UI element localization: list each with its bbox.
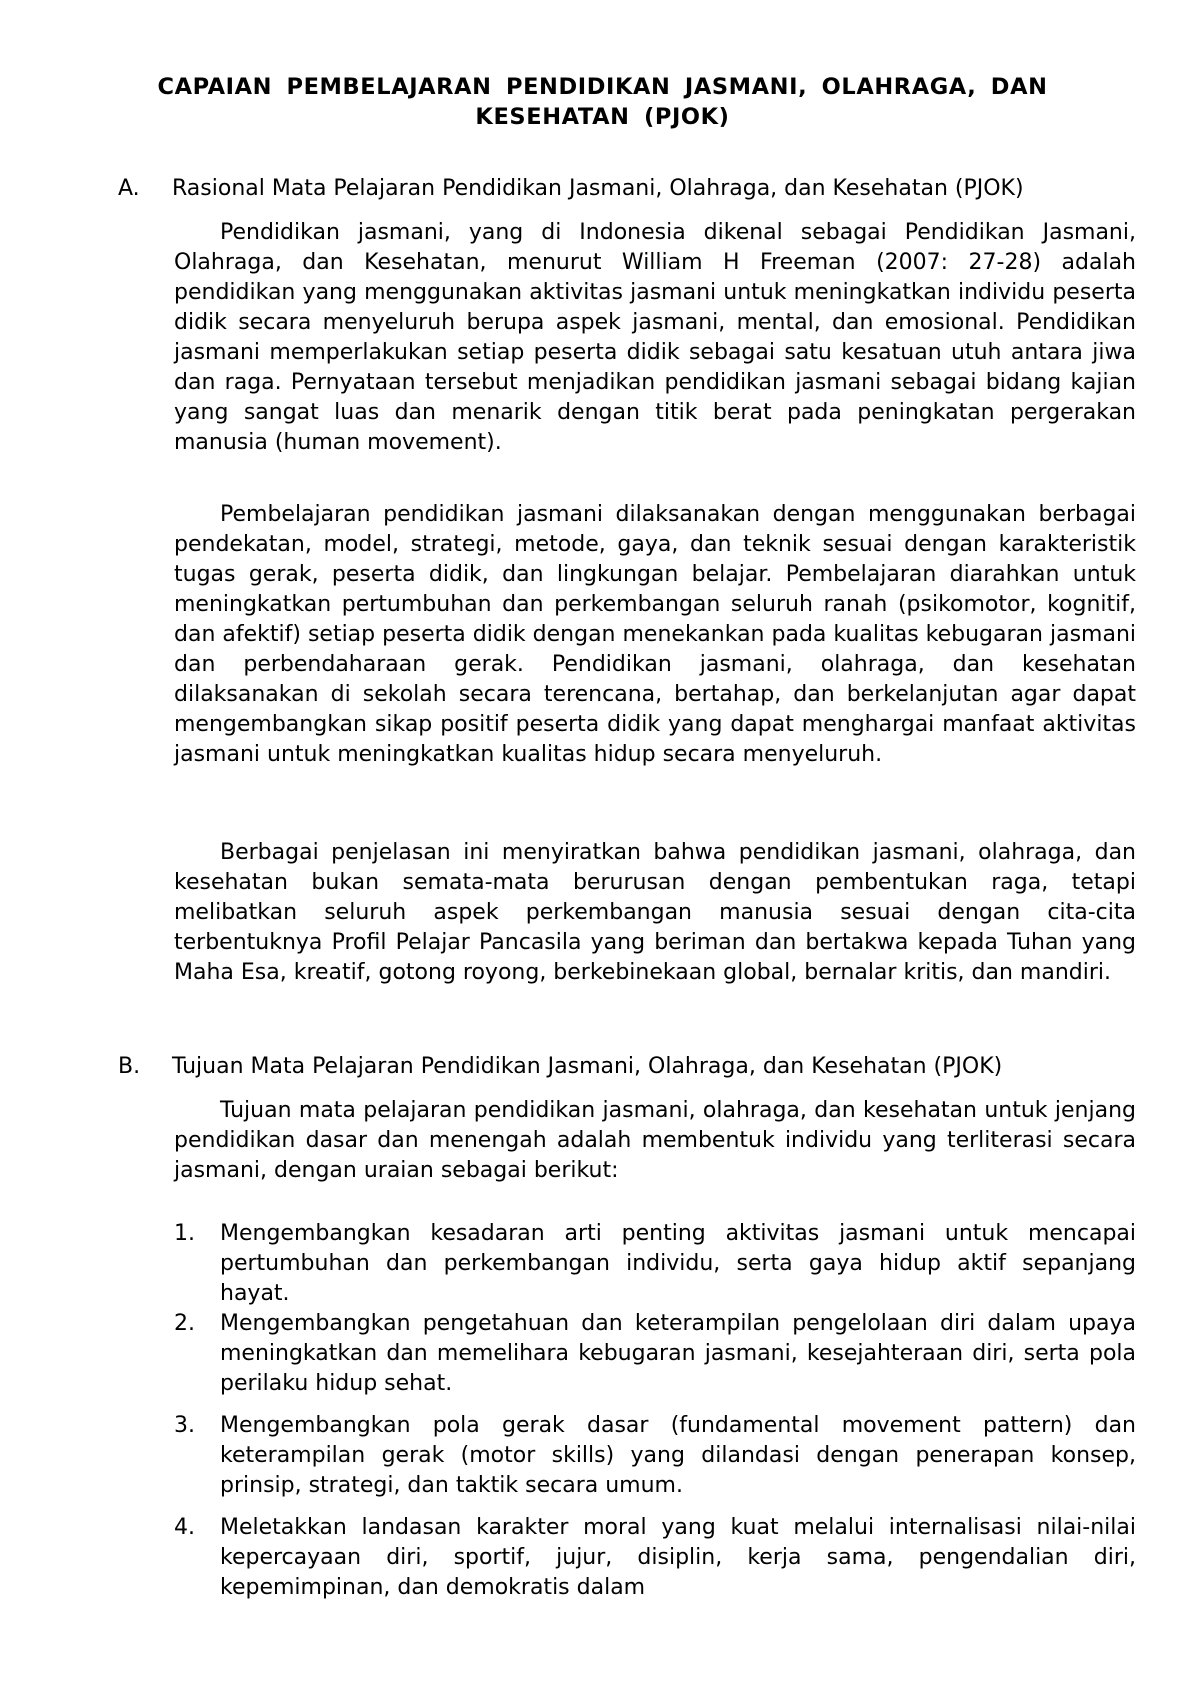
list-item-text: Meletakkan landasan karakter moral yang kuat melalui internalisasi nilai-nilai kepercayaan diri, sportif, jujur, disiplin, kerja sama, pengendalian diri, kepemimpinan, dan demokratis dalam bbox=[220, 1515, 1136, 1600]
list-item-text: Mengembangkan kesadaran arti penting aktivitas jasmani untuk mencapai pertumbuhan dan perkembangan individu, serta gaya hidup aktif sepanjang hayat. bbox=[220, 1221, 1136, 1306]
list-item-number: 3. bbox=[174, 1413, 195, 1438]
section-a-letter: A. bbox=[118, 176, 140, 201]
list-item-text: Mengembangkan pola gerak dasar (fundamental movement pattern) dan keterampilan gerak (motor skills) yang dilandasi dengan penerapan konsep, prinsip, strategi, dan taktik secara umum. bbox=[220, 1413, 1136, 1498]
list-item-number: 2. bbox=[174, 1311, 195, 1336]
list-item bbox=[174, 1309, 1136, 1399]
section-a-heading bbox=[118, 174, 1138, 204]
document-title: CAPAIAN PEMBELAJARAN PENDIDIKAN JASMANI, OLAHRAGA, DAN KESEHATAN (PJOK) bbox=[157, 74, 1048, 130]
list-item bbox=[174, 1219, 1136, 1309]
list-item bbox=[174, 1513, 1136, 1603]
section-b-letter: B. bbox=[118, 1054, 141, 1079]
list-item-number: 1. bbox=[174, 1221, 195, 1246]
section-b-heading-text: Tujuan Mata Pelajaran Pendidikan Jasmani, Olahraga, dan Kesehatan (PJOK) bbox=[172, 1054, 1003, 1079]
list-item-text: Mengembangkan pengetahuan dan keterampilan pengelolaan diri dalam upaya meningkatkan dan memelihara kebugaran jasmani, kesejahteraan diri, serta pola perilaku hidup sehat. bbox=[220, 1311, 1136, 1396]
section-b-intro: Tujuan mata pelajaran pendidikan jasmani, olahraga, dan kesehatan untuk jenjang pendidikan dasar dan menengah adalah membentuk individu yang terliterasi secara jasmani, dengan uraian sebagai berikut: bbox=[174, 1098, 1136, 1183]
list-item-number: 4. bbox=[174, 1515, 195, 1540]
section-a-heading-text: Rasional Mata Pelajaran Pendidikan Jasmani, Olahraga, dan Kesehatan (PJOK) bbox=[172, 176, 1024, 201]
section-a-paragraph-3: Berbagai penjelasan ini menyiratkan bahwa pendidikan jasmani, olahraga, dan kesehatan bukan semata-mata berurusan dengan pembentukan raga, tetapi melibatkan seluruh aspek perkembangan manusia sesuai dengan cita-cita terbentuknya Profil Pelajar Pancasila yang beriman dan bertakwa kepada Tuhan yang Maha Esa, kreatif, gotong royong, berkebinekaan global, bernalar kritis, dan mandiri. bbox=[174, 840, 1136, 985]
section-a-paragraph-1: Pendidikan jasmani, yang di Indonesia dikenal sebagai Pendidikan Jasmani, Olahraga, dan Kesehatan, menurut William H Freeman (2007: 27-28) adalah pendidikan yang menggunakan aktivitas jasmani untuk meningkatkan individu peserta didik secara menyeluruh berupa aspek jasmani, mental, dan emosional. Pendidikan jasmani memperlakukan setiap peserta didik sebagai satu kesatuan utuh antara jiwa dan raga. Pernyataan tersebut menjadikan pendidikan jasmani sebagai bidang kajian yang sangat luas dan menarik dengan titik berat pada peningkatan pergerakan manusia (human movement). bbox=[174, 220, 1136, 455]
list-item bbox=[174, 1411, 1136, 1501]
section-b-heading bbox=[118, 1052, 1138, 1082]
objectives-list bbox=[174, 1219, 1136, 1603]
section-a-paragraph-2: Pembelajaran pendidikan jasmani dilaksanakan dengan menggunakan berbagai pendekatan, model, strategi, metode, gaya, dan teknik sesuai dengan karakteristik tugas gerak, peserta didik, dan lingkungan belajar. Pembelajaran diarahkan untuk meningkatkan pertumbuhan dan perkembangan seluruh ranah (psikomotor, kognitif, dan afektif) setiap peserta didik dengan menekankan pada kualitas kebugaran jasmani dan perbendaharaan gerak. Pendidikan jasmani, olahraga, dan kesehatan dilaksanakan di sekolah secara terencana, bertahap, dan berkelanjutan agar dapat mengembangkan sikap positif peserta didik yang dapat menghargai manfaat aktivitas jasmani untuk meningkatkan kualitas hidup secara menyeluruh. bbox=[174, 502, 1136, 767]
